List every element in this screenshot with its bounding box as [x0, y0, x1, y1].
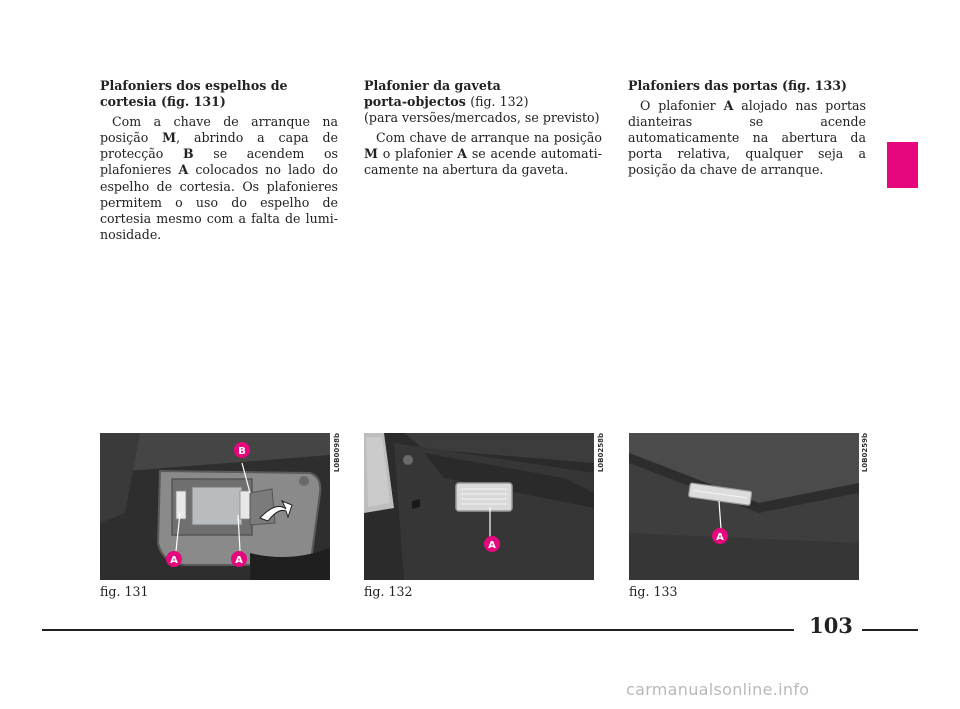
bold-letter: M: [162, 130, 177, 146]
paragraph-door-lights: [628, 98, 866, 178]
svg-text:A: A: [235, 555, 243, 566]
text: O plafonier: [640, 98, 716, 114]
text: se acendem os plafonieres: [100, 146, 338, 178]
subtitle-glovebox: (para versões/mercados, se previsto): [364, 110, 600, 126]
heading-mirror-lights: [100, 78, 338, 110]
heading-line-2: porta-objectos: [364, 94, 466, 110]
text: colocados no lado do espelho de cortesia. Os plafonieres permitem o uso do espelho de cortesia mesmo com a falta de luminosidade.: [100, 162, 338, 242]
svg-text:A: A: [170, 555, 178, 566]
svg-text:A: A: [716, 532, 724, 543]
column-mirror-lights: [100, 78, 338, 243]
heading-door-lights: Plafoniers das portas (fig. 133): [628, 78, 847, 93]
text: , abrindo a capa de protecção: [100, 130, 338, 162]
figure-133-caption: fig. 133: [629, 584, 678, 599]
bold-letter: A: [723, 98, 734, 114]
figure-133-code: L0B0259b: [861, 433, 869, 473]
callout-a-right: [231, 551, 247, 567]
callout-a: [484, 536, 500, 552]
figure-132-code: L0B0258b: [597, 433, 605, 473]
footer-rule-right: [862, 629, 918, 631]
svg-text:B: B: [238, 446, 246, 457]
text: Com chave de arranque na posição: [376, 130, 602, 146]
heading-line-1: Plafonier da gaveta: [364, 78, 501, 93]
paragraph-mirror-lights: [100, 114, 338, 243]
bold-letter: A: [457, 146, 468, 162]
paragraph-glovebox-light: [364, 130, 602, 178]
figure-133-image: [629, 433, 859, 580]
footer-rule-left: [42, 629, 794, 631]
text: se acende automaticamente na abertura da gaveta.: [364, 146, 602, 178]
text: alojado nas portas dianteiras se acende automaticamente na abertura da porta relativa, qualquer seja a posição da chave de arranque.: [628, 98, 867, 178]
heading-line-1: Plafoniers dos espelhos de: [100, 78, 288, 93]
column-door-lights: [628, 78, 866, 179]
heading-line-2: cortesia (fig. 131): [100, 94, 226, 110]
section-tab-marker: [887, 142, 918, 188]
callout-a-left: [166, 551, 182, 567]
text: o plafonier: [382, 146, 453, 162]
callout-a: [712, 528, 728, 544]
bold-letter: A: [178, 162, 189, 178]
page-number: 103: [809, 613, 853, 638]
bold-letter: B: [182, 146, 194, 162]
figure-131-caption: fig. 131: [100, 584, 149, 599]
figure-132-caption: fig. 132: [364, 584, 413, 599]
callout-b: [234, 442, 250, 458]
figure-131-image: [100, 433, 330, 580]
figure-132-image: [364, 433, 594, 580]
watermark: carmanualsonline.info: [626, 680, 810, 699]
bold-letter: M: [364, 146, 378, 162]
text: Com a chave de arranque na posição: [100, 114, 338, 146]
figure-131-code: L0B0098b: [333, 433, 341, 473]
column-glovebox-light: [364, 78, 602, 179]
svg-text:A: A: [488, 540, 496, 551]
heading-glovebox-light: [364, 78, 602, 110]
heading-figure-ref: (fig. 132): [470, 94, 529, 110]
